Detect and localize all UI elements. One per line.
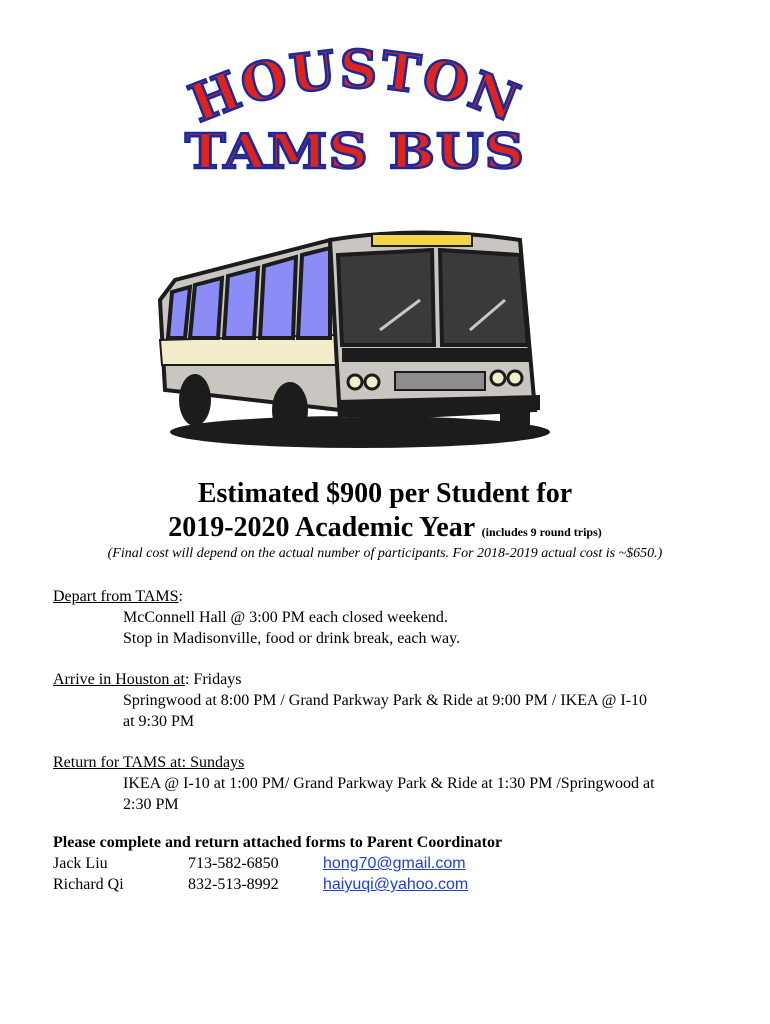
svg-text:HOUSTON — [181, 39, 529, 134]
price-headline: Estimated $900 per Student for — [197, 478, 573, 509]
contacts-section — [53, 832, 733, 895]
return-line: IKEA @ I-10 at 1:00 PM/ Grand Parkway Park & Ride at 1:30 PM /Springwood at — [123, 775, 655, 792]
academic-year-text: 2019-2020 Academic Year — [168, 512, 475, 543]
depart-heading-suffix: : — [178, 588, 183, 605]
contact-phone: 832-513-8992 — [188, 876, 279, 893]
depart-line: Stop in Madisonville, food or drink break, each way. — [123, 630, 461, 647]
academic-year-headline — [0, 512, 770, 544]
contact-phone: 713-582-6850 — [188, 855, 279, 872]
contacts-heading: Please complete and return attached forms to Parent Coordinator — [53, 834, 503, 851]
return-line: 2:30 PM — [123, 796, 179, 813]
contact-name: Jack Liu — [53, 855, 108, 872]
arrive-heading — [53, 669, 733, 690]
arrive-line: at 9:30 PM — [123, 713, 195, 730]
contact-row — [53, 853, 733, 874]
headline-graphic — [0, 0, 770, 460]
bus-illustration-icon — [160, 233, 550, 449]
depart-heading-text: Depart from TAMS — [53, 588, 179, 605]
contact-email-link[interactable]: haiyuqi@yahoo.com — [323, 876, 469, 893]
banner-logo — [181, 39, 529, 180]
return-heading-text: Return for TAMS at: Sundays — [53, 754, 245, 771]
arrive-heading-suffix: : Fridays — [184, 671, 242, 688]
arrive-section — [53, 669, 733, 732]
depart-heading — [53, 586, 733, 607]
arrive-heading-text: Arrive in Houston at — [53, 671, 185, 688]
depart-section — [53, 586, 733, 649]
return-heading — [53, 752, 733, 773]
cost-note: (Final cost will depend on the actual number of participants. For 2018-2019 actual cost is ~$650.) — [107, 546, 663, 561]
contact-row — [53, 874, 733, 895]
banner-line1: HOUSTON — [181, 39, 529, 135]
depart-line: McConnell Hall @ 3:00 PM each closed weekend. — [123, 609, 448, 626]
contact-email-link[interactable]: hong70@gmail.com — [323, 855, 466, 872]
banner-line2: TAMS BUS — [185, 124, 525, 180]
arrive-line: Springwood at 8:00 PM / Grand Parkway Park & Ride at 9:00 PM / IKEA @ I-10 — [123, 692, 648, 709]
return-section — [53, 752, 733, 815]
round-trips-note: (includes 9 round trips) — [481, 525, 602, 539]
contact-name: Richard Qi — [53, 876, 124, 893]
